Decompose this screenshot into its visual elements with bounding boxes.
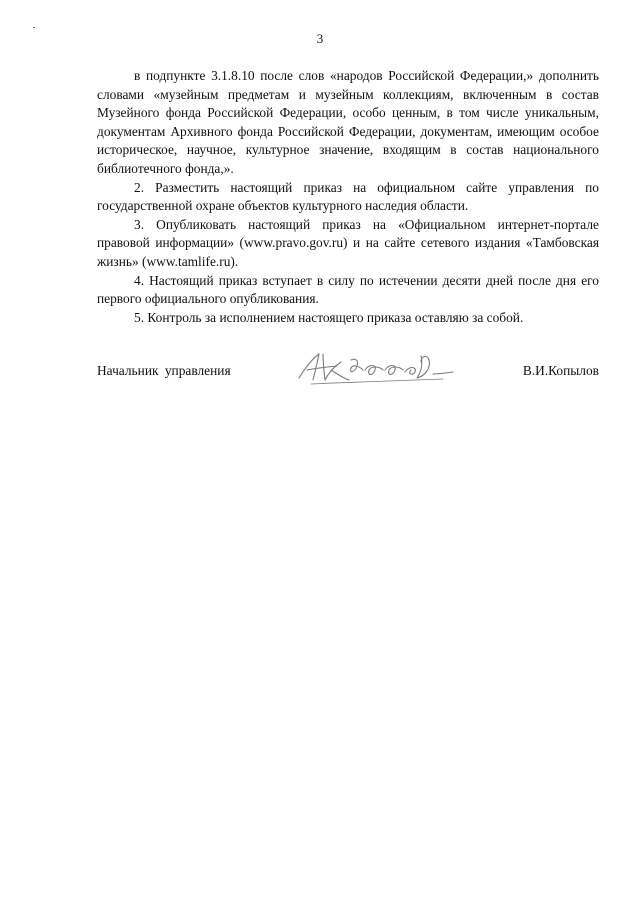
paragraph-item-5: 5. Контроль за исполнением настоящего приказа оставляю за собой. xyxy=(134,309,524,325)
paragraph-item-4: 4. Настоящий приказ вступает в силу по истечении десяти дней после дня его первого официального опубликования. xyxy=(97,272,599,307)
document-body xyxy=(97,67,599,327)
handwritten-signature xyxy=(293,348,463,388)
scan-artifact-dot xyxy=(33,27,35,28)
page-number: 3 xyxy=(316,31,324,46)
signatory-position: Начальник управления xyxy=(97,363,231,378)
paragraph-amendment: в подпункте 3.1.8.10 после слов «народов Российской Федерации,» дополнить словами «музейным предметам и музейным коллекциям, включенным в состав Музейного фонда Российской Федерации, особо ценным, в том числе уникальным, документам Архивного фонда Российской Федерации, документам, имеющим особое историческое, научное, культурное значение, входящим в состав национального библиотечного фонда,». xyxy=(97,68,599,176)
signature-strokes xyxy=(299,354,453,384)
paragraph-item-2: 2. Разместить настоящий приказ на официальном сайте управления по государственной охране объектов культурного наследия области. xyxy=(97,179,599,214)
signature-block xyxy=(97,362,599,384)
paragraph-item-3: 3. Опубликовать настоящий приказ на «Официальном интернет-портале правовой информации» (www.pravo.gov.ru) и на сайте сетевого издания «Тамбовская жизнь» (www.tamlife.ru). xyxy=(97,216,599,269)
signatory-name: В.И.Копылов xyxy=(522,363,599,378)
